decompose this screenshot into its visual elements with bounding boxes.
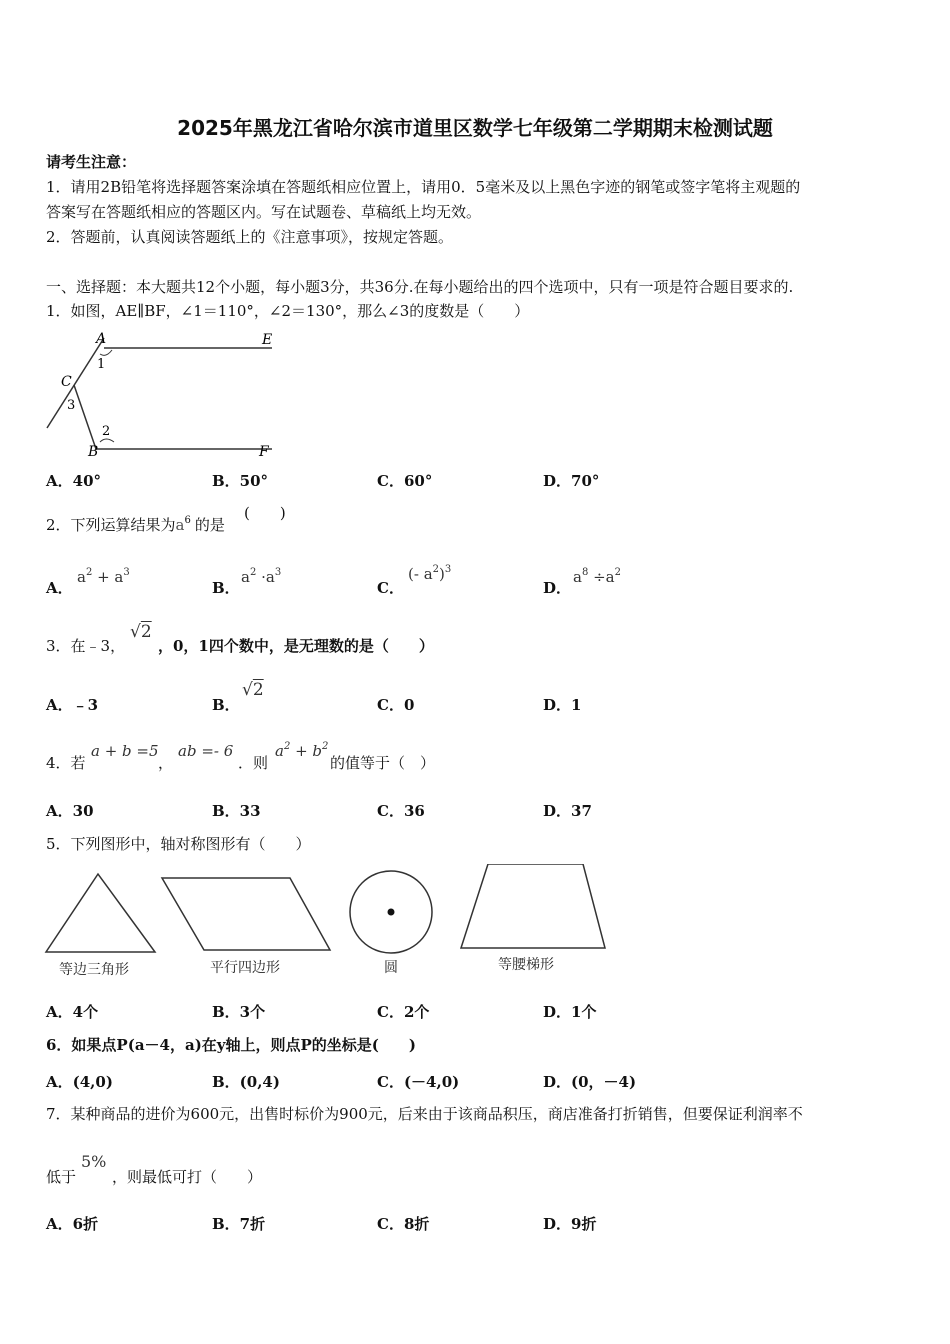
q4-stem-post: 的值等于（ ） bbox=[330, 754, 436, 772]
caption-equilateral-triangle: 等边三角形 bbox=[59, 962, 129, 978]
q4-option-a: A．30 bbox=[46, 802, 94, 820]
q7-percent: 5% bbox=[81, 1152, 107, 1171]
q2-option-b-label: B． bbox=[212, 579, 240, 597]
q3-option-b-sqrt: √2 bbox=[242, 680, 264, 700]
question-5-stem: 5．下列图形中，轴对称图形有（ ） bbox=[46, 835, 311, 853]
figure-angle-3: 3 bbox=[67, 398, 76, 413]
q7-option-a: A．6折 bbox=[46, 1215, 99, 1233]
q2-stem-exp: 6 bbox=[184, 515, 191, 526]
figure-angle-2: 2 bbox=[102, 424, 111, 439]
q4-comma: ， bbox=[158, 754, 174, 772]
q6-option-c: C．(－4,0) bbox=[377, 1073, 460, 1091]
q4-option-d: D．37 bbox=[543, 802, 592, 820]
q7-option-d: D．9折 bbox=[543, 1215, 597, 1233]
q2-option-d-label: D． bbox=[543, 579, 572, 597]
q5-option-c: C．2个 bbox=[377, 1003, 430, 1021]
notice-line-2: 2．答题前，认真阅读答题纸上的《注意事项》，按规定答题。 bbox=[46, 228, 454, 246]
caption-circle: 圆 bbox=[384, 960, 398, 976]
circle-center-dot bbox=[388, 909, 395, 916]
q4-option-b: B．33 bbox=[212, 802, 261, 820]
q2-stem-post: 的是 bbox=[194, 516, 225, 534]
q7-option-b: B．7折 bbox=[212, 1215, 266, 1233]
question-7-stem2-pre: 低于 bbox=[46, 1168, 77, 1186]
q1-option-c: C．60° bbox=[377, 472, 433, 490]
figure-label-b: B bbox=[88, 444, 99, 460]
figure-label-a: A bbox=[96, 331, 107, 347]
question-1-figure bbox=[40, 328, 280, 460]
q2-stem-paren: ( ) bbox=[244, 504, 286, 522]
page-title: 2025年黑龙江省哈尔滨市道里区数学七年级第二学期期末检测试题 bbox=[177, 116, 773, 140]
question-6-stem: 6．如果点P(a－4，a)在y轴上，则点P的坐标是( ) bbox=[46, 1036, 416, 1054]
question-1-stem: 1．如图，AE∥BF，∠1＝110°，∠2＝130°，那么∠3的度数是（ ） bbox=[46, 302, 530, 320]
figure-label-c: C bbox=[61, 374, 72, 390]
isosceles-trapezoid-shape bbox=[461, 864, 605, 948]
notice-line-1b: 答案写在答题纸相应的答题区内。写在试题卷、草稿纸上均无效。 bbox=[46, 203, 482, 221]
q3-sqrt: √2 bbox=[130, 622, 152, 642]
caption-isosceles-trapezoid: 等腰梯形 bbox=[498, 957, 554, 973]
q4-expr: $a^2 + b^2$ bbox=[275, 741, 329, 760]
q4-stem-mid: ．则 bbox=[238, 754, 269, 772]
q3-option-b-label: B． bbox=[212, 696, 240, 714]
q4-option-c: C．36 bbox=[377, 802, 425, 820]
figure-angle-1: 1 bbox=[97, 357, 106, 372]
q3-option-d: D．1 bbox=[543, 696, 582, 714]
q6-option-a: A．(4,0) bbox=[46, 1073, 113, 1091]
question-2-stem bbox=[46, 515, 225, 538]
q6-option-b: B．(0,4) bbox=[212, 1073, 280, 1091]
q4-eq2: ab =- 6 bbox=[178, 742, 234, 760]
q4-eq1: a + b =5 bbox=[91, 742, 159, 760]
notice-line-1: 1．请用2B铅笔将选择题答案涂填在答题纸相应位置上，请用0．5毫米及以上黑色字迹的钢笔或签字笔将主观题的 bbox=[46, 178, 801, 196]
q2-option-b-expr: $a^2 \cdot a^3$ bbox=[241, 567, 282, 586]
figure-label-e: E bbox=[262, 332, 273, 348]
q6-option-d: D．(0，－4) bbox=[543, 1073, 637, 1091]
question-3-stem-pre: 3．在﹣3， bbox=[46, 637, 126, 655]
q1-option-a: A．40° bbox=[46, 472, 102, 490]
q2-option-c-expr: (- $a^2)^3$ bbox=[408, 564, 452, 583]
q3-option-c: C．0 bbox=[377, 696, 415, 714]
parallelogram-shape bbox=[162, 878, 330, 950]
q3-sqrt-num: 2 bbox=[140, 622, 152, 642]
notice-heading: 请考生注意： bbox=[46, 153, 137, 171]
question-3-stem-post: ，0，1四个数中，是无理数的是（ ） bbox=[158, 637, 434, 655]
question-4-stem-pre: 4．若 bbox=[46, 754, 86, 772]
equilateral-triangle-shape bbox=[46, 874, 155, 952]
q2-stem-base: a bbox=[175, 516, 185, 534]
q2-option-a-expr: $a^2 + a^3$ bbox=[77, 567, 130, 586]
q2-stem-pre: 2．下列运算结果为 bbox=[46, 516, 176, 534]
q7-option-c: C．8折 bbox=[377, 1215, 430, 1233]
q1-option-d: D．70° bbox=[543, 472, 600, 490]
q2-option-d-expr: $a^8 \div a^2$ bbox=[573, 567, 621, 586]
q1-option-b: B．50° bbox=[212, 472, 269, 490]
question-7-stem: 7．某种商品的进价为600元，出售时标价为900元，后来由于该商品积压，商店准备打折销售，但要保证利润率不 bbox=[46, 1105, 803, 1123]
question-7-stem2-post: ，则最低可打（ ） bbox=[112, 1168, 263, 1186]
q5-option-b: B．3个 bbox=[212, 1003, 266, 1021]
q2-option-c-label: C． bbox=[377, 579, 404, 597]
q5-option-d: D．1个 bbox=[543, 1003, 597, 1021]
section-heading: 一、选择题：本大题共12个小题，每小题3分，共36分.在每小题给出的四个选项中，只有一项是符合题目要求的. bbox=[46, 278, 794, 296]
q2-option-a-label: A． bbox=[46, 579, 73, 597]
q5-option-a: A．4个 bbox=[46, 1003, 99, 1021]
figure-label-f: F bbox=[259, 444, 269, 460]
caption-parallelogram: 平行四边形 bbox=[210, 960, 280, 976]
q3-option-a: A．﹣3 bbox=[46, 696, 99, 714]
